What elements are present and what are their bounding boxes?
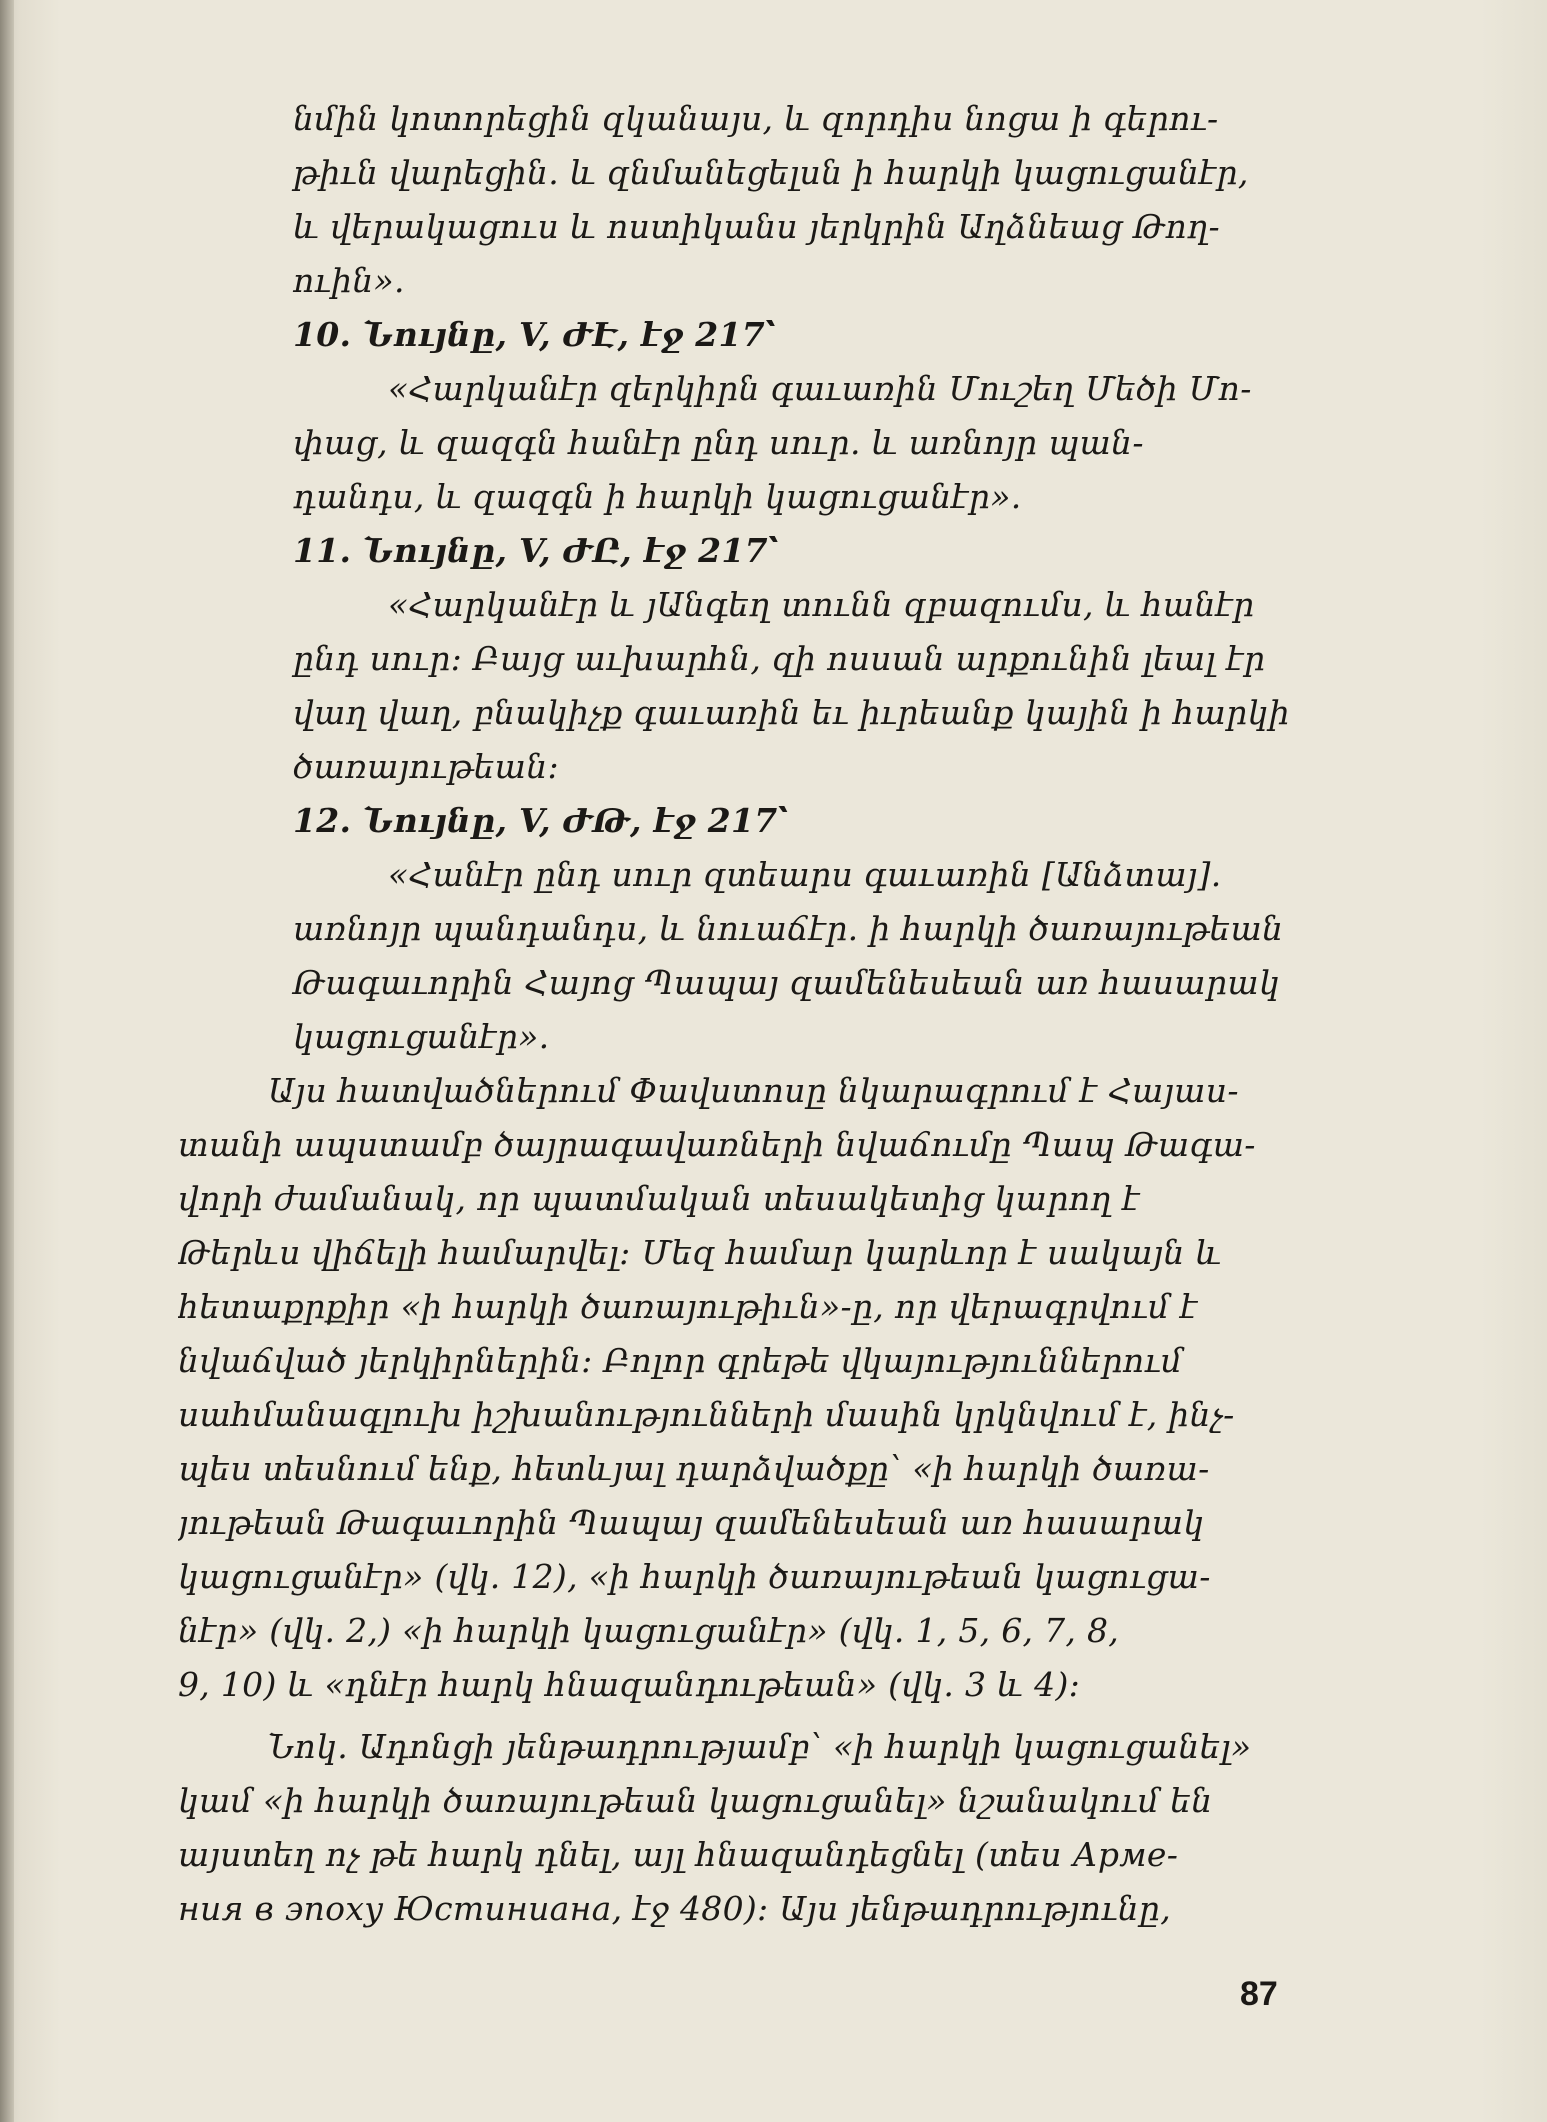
text-line: հետաքրքիր «ի հարկի ծառայութիւն»-ը, որ վերագրվում է xyxy=(178,1287,1198,1326)
page-number: 87 xyxy=(1240,1975,1278,2013)
text-line: նվաճված յերկիրներին։ Բոլոր գրեթե վկայություններում xyxy=(178,1341,1183,1380)
text-line: Այս հատվածներում Փավստոսը նկարագրում է Հայաս- xyxy=(268,1071,1239,1110)
text-line: «Հանէր ընդ սուր զտեարս գաւառին [Անձտայ]. xyxy=(388,855,1222,894)
text-line: ուին». xyxy=(293,261,405,300)
paragraph-gap xyxy=(178,1712,1340,1720)
text-line: 9, 10) և «դնէր հարկ հնազանդութեան» (վկ. 3 և 4)։ xyxy=(178,1665,1081,1704)
text-line: դանդս, և զազգն ի հարկի կացուցանէր». xyxy=(293,477,1022,516)
text-line: «Հարկանէր և յԱնգեղ տունն զբազումս, և հանէր xyxy=(388,585,1255,624)
text-line: Թերևս վիճելի համարվել։ Մեզ համար կարևոր է սակայն և xyxy=(178,1233,1222,1272)
book-binding-edge xyxy=(0,0,14,2122)
text-line: նէր» (վկ. 2,) «ի հարկի կացուցանէր» (վկ. 1, 5, 6, 7, 8, xyxy=(178,1611,1120,1650)
text-line: Նոկ. Ադոնցի յենթադրությամբ՝ «ի հարկի կացուցանել» xyxy=(268,1727,1252,1766)
text-line: փաց, և զազգն հանէր ընդ սուր. և առնոյր պան- xyxy=(293,423,1144,462)
text-line: թիւն վարեցին. և զնմանեցելսն ի հարկի կացուցանէր, xyxy=(293,153,1249,192)
text-line: 12. Նույնը, V, ԺԹ, էջ 217՝ xyxy=(293,801,789,840)
text-line: յութեան Թագաւորին Պապայ զամենեսեան առ հասարակ xyxy=(178,1503,1205,1542)
text-line: կացուցանէր». xyxy=(293,1017,550,1056)
text-line: այստեղ ոչ թե հարկ դնել, այլ հնազանդեցնել (տես Арме- xyxy=(178,1835,1179,1874)
text-line: վաղ վաղ, բնակիչք գաւառին եւ իւրեանք կային ի հարկի xyxy=(293,693,1290,732)
text-line: «Հարկանէր զերկիրն գաւառին Մուշեղ Մեծի Մո- xyxy=(388,369,1252,408)
text-line: պես տեսնում ենք, հետևյալ դարձվածքը՝ «ի հարկի ծառա- xyxy=(178,1449,1210,1488)
page-body-text xyxy=(178,92,1340,1936)
text-line: առնոյր պանդանդս, և նուաճէր. ի հարկի ծառայութեան xyxy=(293,909,1284,948)
text-line: 11. Նույնը, V, ԺԸ, էջ 217՝ xyxy=(293,531,779,570)
text-line: 10. Նույնը, V, ԺԷ, էջ 217՝ xyxy=(293,315,776,354)
text-line: կամ «ի հարկի ծառայութեան կացուցանել» նշանակում են xyxy=(178,1781,1213,1820)
text-line: ծառայութեան։ xyxy=(293,747,560,786)
text-line: և վերակացուս և ոստիկանս յերկրին Աղձնեաց Թող- xyxy=(293,207,1220,246)
text-line: վորի ժամանակ, որ պատմական տեսակետից կարող է xyxy=(178,1179,1140,1218)
text-line: նմին կոտորեցին զկանայս, և զորդիս նոցա ի գերու- xyxy=(293,99,1219,138)
text-line: կացուցանէր» (վկ. 12), «ի հարկի ծառայութեան կացուցա- xyxy=(178,1557,1211,1596)
text-line: Թագաւորին Հայոց Պապայ զամենեսեան առ հասարակ xyxy=(293,963,1281,1002)
text-line: ния в эпоху Юстиниана, էջ 480)։ Այս յենթադրությունը, xyxy=(178,1889,1171,1928)
text-line: տանի ապստամբ ծայրագավառների նվաճումը Պապ Թագա- xyxy=(178,1125,1256,1164)
text-line: ընդ սուր։ Բայց աւխարհն, զի ոսսան արքունին լեալ էր xyxy=(293,639,1266,678)
text-line: սահմանագլուխ իշխանությունների մասին կրկնվում է, ինչ- xyxy=(178,1395,1235,1434)
